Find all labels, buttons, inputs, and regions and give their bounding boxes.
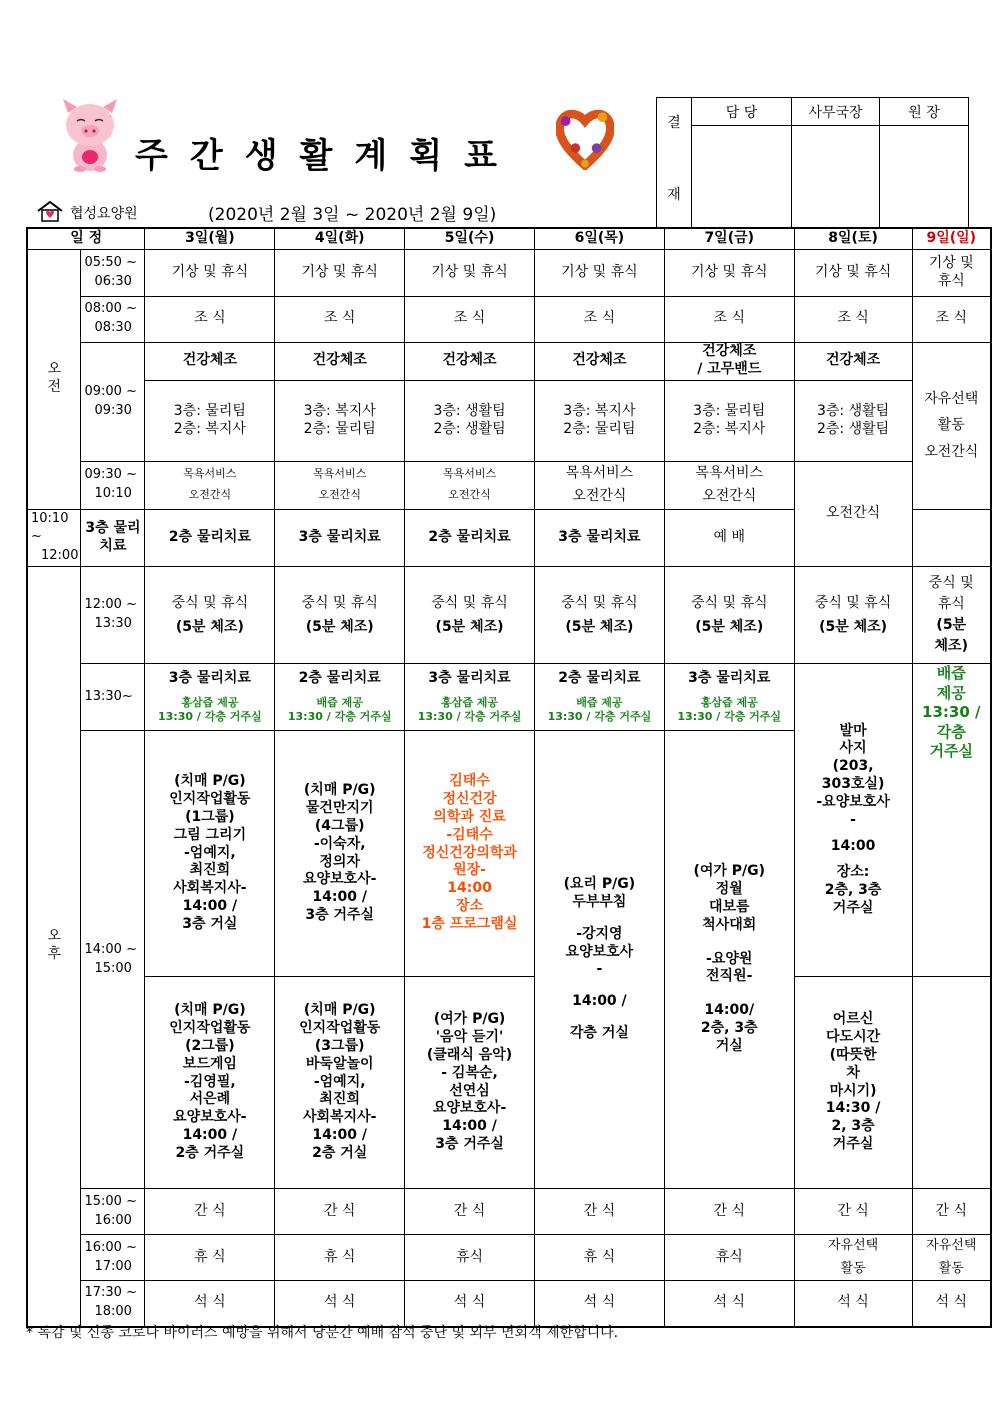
cell: 3층: 복지사 2층: 물리팀	[275, 380, 405, 461]
table-row	[27, 567, 991, 664]
approval-col-director: 원 장	[880, 98, 969, 126]
day-fri: 7일(금)	[664, 228, 794, 249]
cell: 간 식	[534, 1189, 664, 1235]
cell: 3층 물리치료	[275, 509, 405, 567]
time-cell: 15:00 ~ 16:00	[81, 1189, 145, 1235]
schedule-period: (2020년 2월 3일 ~ 2020년 2월 9일)	[208, 205, 497, 225]
cell: 조 식	[534, 296, 664, 342]
approval-label-bottom: 재	[667, 187, 681, 203]
table-row	[27, 296, 991, 342]
cell: 휴식	[664, 1235, 794, 1281]
cell: 휴 식	[275, 1235, 405, 1281]
table-row	[27, 380, 991, 461]
cell: 2층 물리치료 배즙 제공 13:30 / 각층 거주실	[275, 664, 405, 731]
cell: 기상 및 휴식	[912, 249, 991, 296]
table-row	[27, 461, 991, 509]
time-cell: 09:00 ~ 09:30	[81, 342, 145, 461]
day-mon: 3일(월)	[145, 228, 275, 249]
cell: 2층 물리치료	[145, 509, 275, 567]
approval-sign-office[interactable]	[792, 126, 880, 228]
time-cell: 17:30 ~ 18:00	[81, 1281, 145, 1327]
cell: 건강체조	[534, 342, 664, 380]
cell: 휴식	[405, 1235, 535, 1281]
cell: 3층: 복지사 2층: 물리팀	[534, 380, 664, 461]
cell: 건강체조	[794, 342, 912, 380]
table-row	[27, 342, 991, 380]
schedule-table	[26, 227, 992, 1328]
cell: 어르신 다도시간 (따뜻한 차 마시기) 14:30 / 2, 3층 거주실	[794, 977, 912, 1189]
cell: 3층 물리치료	[534, 509, 664, 567]
cell: 석 식	[405, 1281, 535, 1327]
time-cell: 10:10 ~ 12:00	[27, 509, 81, 567]
table-row	[27, 249, 991, 296]
corner-label: 일 정	[27, 228, 145, 249]
cell: (치매 P/G) 인지작업활동 (2그룹) 보드게임 -김영필, 서은례 요양보호사- 14:00 / 2층 거주실	[145, 977, 275, 1189]
cell: 조 식	[275, 296, 405, 342]
day-tue: 4일(화)	[275, 228, 405, 249]
cell: 간 식	[275, 1189, 405, 1235]
cell: 3층: 생활팀 2층: 생활팀	[405, 380, 535, 461]
pm-label: 오 후	[27, 567, 81, 1327]
cell: 중식 및 휴식 (5분 체조)	[275, 567, 405, 664]
cell: 석 식	[794, 1281, 912, 1327]
cell: 배즙 제공 13:30 / 각층 거주실	[912, 664, 991, 977]
cell: 자유선택 활동 오전간식	[912, 342, 991, 509]
cell: 중식 및 휴식 (5분 체조)	[405, 567, 535, 664]
cell: 기상 및 휴식	[664, 249, 794, 296]
cell: 2층 물리치료	[405, 509, 535, 567]
time-cell: 13:30~	[81, 664, 145, 731]
cell: 조 식	[664, 296, 794, 342]
cell: (치매 P/G) 물건만지기 (4그룹) -이숙자, 정의자 요양보호사- 14:00 / 3층 거주실	[275, 731, 405, 977]
cell: 석 식	[275, 1281, 405, 1327]
cell: 예 배	[664, 509, 794, 567]
pig-mascot-icon	[55, 95, 125, 175]
cell: 건강체조	[405, 342, 535, 380]
table-row	[27, 977, 991, 1189]
home-icon	[36, 200, 64, 222]
header-row	[27, 228, 991, 249]
cell: 중식 및 휴식 (5분 체조)	[534, 567, 664, 664]
day-sat: 8일(토)	[794, 228, 912, 249]
org-name: 협성요양원	[70, 206, 138, 222]
page-title: 주간생활계획표	[135, 136, 519, 176]
time-cell: 16:00 ~ 17:00	[81, 1235, 145, 1281]
table-row	[27, 1281, 991, 1327]
approval-col-staff: 담 당	[692, 98, 792, 126]
cell: 건강체조 / 고무밴드	[664, 342, 794, 380]
cell: 목욕서비스 오전간식	[405, 461, 535, 509]
cell: 석 식	[534, 1281, 664, 1327]
cell: 기상 및 휴식	[275, 249, 405, 296]
cell: 조 식	[912, 296, 991, 342]
approval-sign-staff[interactable]	[692, 126, 792, 228]
cell: 기상 및 휴식	[145, 249, 275, 296]
approval-sign-director[interactable]	[880, 126, 969, 228]
approval-box	[656, 97, 969, 228]
cell: 자유선택 활동	[794, 1235, 912, 1281]
cell: 자유선택 활동	[912, 1235, 991, 1281]
am-label: 오 전	[27, 249, 81, 509]
cell: 건강체조	[145, 342, 275, 380]
cell: 목욕서비스 오전간식	[664, 461, 794, 509]
time-cell: 05:50 ~ 06:30	[81, 249, 145, 296]
cell: 목욕서비스 오전간식	[534, 461, 664, 509]
cell: 목욕서비스 오전간식	[275, 461, 405, 509]
cell: 2층 물리치료 배즙 제공 13:30 / 각층 거주실	[534, 664, 664, 731]
table-row	[27, 1189, 991, 1235]
cell: 중식 및 휴식 (5분 체조)	[912, 567, 991, 664]
cell: 조 식	[405, 296, 535, 342]
cell: 발마 사지 (203, 303호실) -요양보호사 - 14:00 장소: 2층, 3층 거주실	[794, 664, 912, 977]
cell: 석 식	[664, 1281, 794, 1327]
day-sun: 9일(일)	[912, 228, 991, 249]
cell: 간 식	[664, 1189, 794, 1235]
cell: 조 식	[794, 296, 912, 342]
cell: 간 식	[794, 1189, 912, 1235]
footnote: * 독감 및 신종 코로나 바이러스 예방을 위해서 당분간 예배 참석 중단 및 외부 면회객 제한합니다.	[26, 1325, 619, 1341]
cell: 김태수 정신건강 의학과 진료 -김태수 정신건강의학과 원장- 14:00 장소 1층 프로그램실	[405, 731, 535, 977]
cell: 건강체조	[275, 342, 405, 380]
cell: (여가 P/G) '음악 듣기' (클래식 음악) - 김복순, 선연심 요양보호사- 14:00 / 3층 거주실	[405, 977, 535, 1189]
cell: 3층 물리치료 홍삼즙 제공 13:30 / 각층 거주실	[145, 664, 275, 731]
cell: 휴 식	[145, 1235, 275, 1281]
cell: 간 식	[405, 1189, 535, 1235]
cell: 석 식	[912, 1281, 991, 1327]
cell: 목욕서비스 오전간식	[145, 461, 275, 509]
cell: 3층 물리치료	[81, 509, 145, 567]
approval-col-office: 사무국장	[792, 98, 880, 126]
cell: 3층 물리치료 홍삼즙 제공 13:30 / 각층 거주실	[405, 664, 535, 731]
cell: 중식 및 휴식 (5분 체조)	[664, 567, 794, 664]
time-cell: 12:00 ~ 13:30	[81, 567, 145, 664]
time-cell: 08:00 ~ 08:30	[81, 296, 145, 342]
flower-heart-icon	[556, 105, 614, 170]
cell: (여가 P/G) 정월 대보름 척사대회 -요양원 전직원- 14:00/ 2층, 3층 거실	[664, 731, 794, 1189]
cell: 3층 물리치료 홍삼즙 제공 13:30 / 각층 거주실	[664, 664, 794, 731]
cell: 기상 및 휴식	[534, 249, 664, 296]
cell: (요리 P/G) 두부부침 -강지영 요양보호사 - 14:00 / 각층 거실	[534, 731, 664, 1189]
table-row	[27, 1235, 991, 1281]
time-cell: 09:30 ~ 10:10	[81, 461, 145, 509]
cell: 오전간식	[794, 461, 912, 567]
cell: (치매 P/G) 인지작업활동 (1그룹) 그림 그리기 -엄예지, 최진희 사회복지사- 14:00 / 3층 거실	[145, 731, 275, 977]
cell: 기상 및 휴식	[794, 249, 912, 296]
time-cell: 14:00 ~ 15:00	[81, 731, 145, 1189]
day-thu: 6일(목)	[534, 228, 664, 249]
cell: 휴 식	[534, 1235, 664, 1281]
cell: (치매 P/G) 인지작업활동 (3그룹) 바둑알놀이 -엄예지, 최진희 사회복지사- 14:00 / 2층 거실	[275, 977, 405, 1189]
cell: 3층: 생활팀 2층: 생활팀	[794, 380, 912, 461]
table-row	[27, 664, 991, 731]
cell: 3층: 물리팀 2층: 복지사	[664, 380, 794, 461]
cell: 간 식	[912, 1189, 991, 1235]
cell: 조 식	[145, 296, 275, 342]
approval-label-top: 결	[667, 115, 681, 131]
day-wed: 5일(수)	[405, 228, 535, 249]
cell: 간 식	[145, 1189, 275, 1235]
cell: 석 식	[145, 1281, 275, 1327]
cell: 중식 및 휴식 (5분 체조)	[145, 567, 275, 664]
cell: 3층: 물리팀 2층: 복지사	[145, 380, 275, 461]
cell: 기상 및 휴식	[405, 249, 535, 296]
cell: 중식 및 휴식 (5분 체조)	[794, 567, 912, 664]
